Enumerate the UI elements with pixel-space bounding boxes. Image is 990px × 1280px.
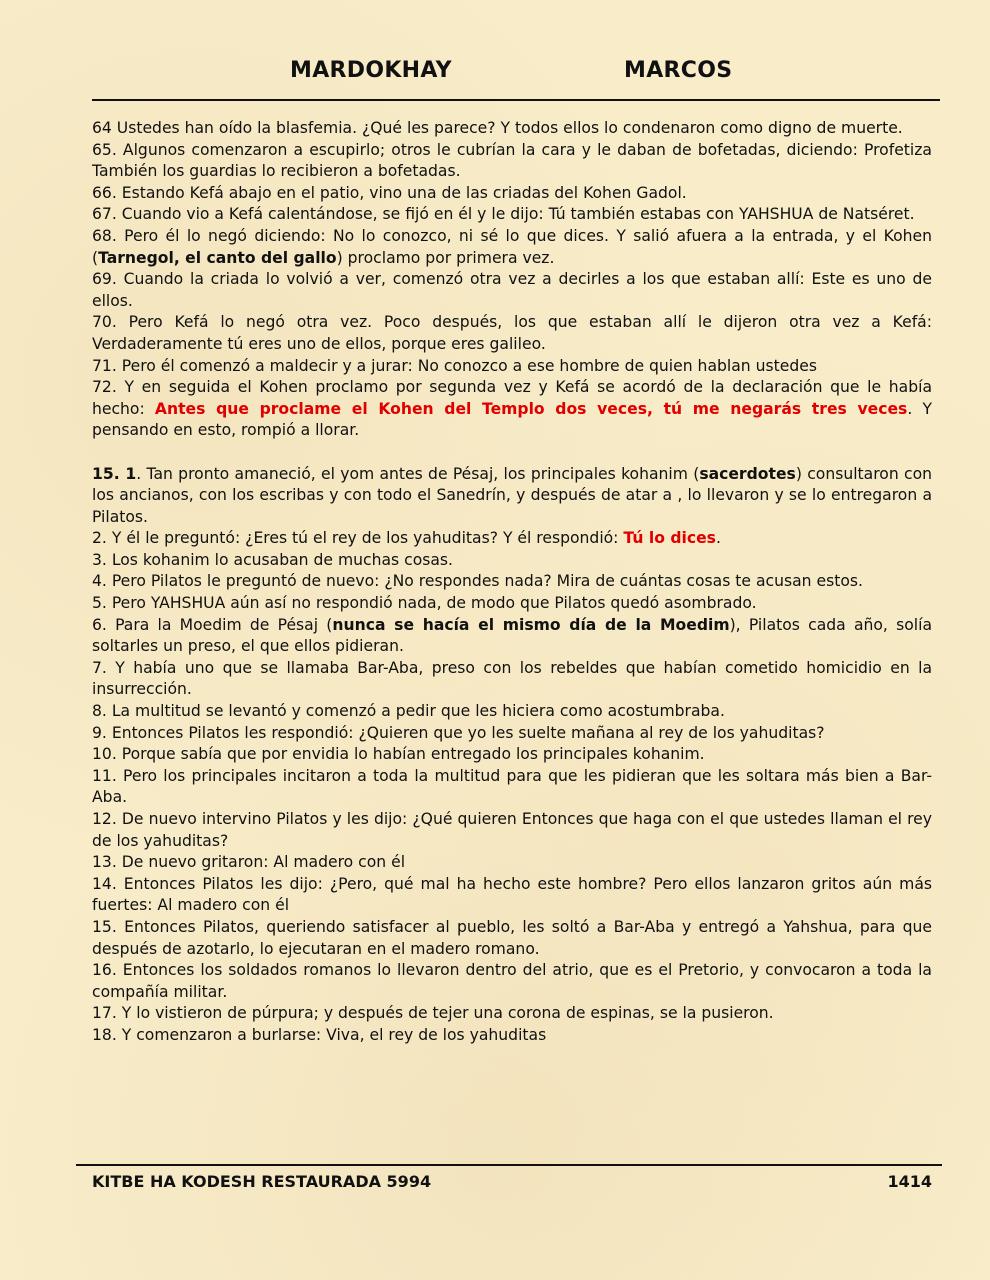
verse-15-13: 13. De nuevo gritaron: Al madero con él	[92, 853, 406, 872]
verse-15-17: 17. Y lo vistieron de púrpura; y después de tejer una corona de espinas, se la pusieron.	[92, 1004, 774, 1023]
page-body	[92, 118, 932, 1047]
verse-72: 72. Y en seguida el Kohen proclamo por segunda vez y Kefá se acordó de la declaración que le había hecho: Antes que proclame el Kohen del Templo dos veces, tú me negarás tres veces. Y pensando en esto, rompió a llorar.	[92, 378, 932, 440]
header-left-title: MARDOKHAY	[290, 58, 452, 83]
verse-15-10: 10. Porque sabía que por envidia lo habían entregado los principales kohanim.	[92, 745, 705, 764]
verse-67: 67. Cuando vio a Kefá calentándose, se fijó en él y le dijo: Tú también estabas con YAHSHUA de Natséret.	[92, 205, 915, 224]
verse-70: 70. Pero Kefá lo negó otra vez. Poco después, los que estaban allí le dijeron otra vez a Kefá: Verdaderamente tú eres uno de ellos, porque eres galileo.	[92, 313, 932, 353]
verse-15-6-bold: nunca se hacía el mismo día de la Moedim	[332, 615, 730, 634]
verse-15-9: 9. Entonces Pilatos les respondió: ¿Quieren que yo les suelte mañana al rey de los yahuditas?	[92, 723, 825, 742]
chapter-verse-lead: 15. 1	[92, 464, 137, 483]
verse-15-15: 15. Entonces Pilatos, queriendo satisfacer al pueblo, les soltó a Bar-Aba y entregó a Yahshua, para que después de azotarlo, lo ejecutaran en el madero romano.	[92, 917, 932, 958]
footer-rule	[76, 1164, 942, 1166]
header-right-title: MARCOS	[624, 58, 733, 83]
verse-15-1: 15. 1. Tan pronto amaneció, el yom antes de Pésaj, los principales kohanim (sacerdotes) consultaron con los ancianos, con los escribas y con todo el Sanedrín, y después de atar a , lo llevaron y se lo entregaron a Pilatos.	[92, 464, 933, 526]
header-rule	[92, 99, 940, 101]
verse-15-7: 7. Y había uno que se llamaba Bar-Aba, preso con los rebeldes que habían cometido homicidio en la insurrección.	[92, 658, 932, 699]
verse-71: 71. Pero él comenzó a maldecir y a jurar: No conozco a ese hombre de quien hablan ustedes	[92, 356, 817, 375]
verse-15-1-bold: sacerdotes	[699, 464, 796, 483]
verse-15-3: 3. Los kohanim lo acusaban de muchas cosas.	[92, 550, 453, 569]
paragraph-spacer	[92, 442, 932, 464]
verse-64: 64 Ustedes han oído la blasfemia. ¿Qué les parece? Y todos ellos lo condenaron como digno de muerte.	[92, 119, 903, 137]
verse-72-red-quote: Antes que proclame el Kohen del Templo dos veces, tú me negarás tres veces	[154, 399, 908, 418]
verse-69: 69. Cuando la criada lo volvió a ver, comenzó otra vez a decirles a los que estaban allí: Este es uno de ellos.	[92, 270, 932, 310]
verse-15-14: 14. Entonces Pilatos les dijo: ¿Pero, qué mal ha hecho este hombre? Pero ellos lanzaron gritos aún más fuertes: Al madero con él	[92, 874, 932, 915]
footer-book-title: KITBE HA KODESH RESTAURADA 5994	[92, 1172, 432, 1191]
verse-15-4: 4. Pero Pilatos le preguntó de nuevo: ¿No respondes nada? Mira de cuántas cosas te acusan estos.	[92, 572, 863, 591]
running-header	[0, 58, 990, 88]
verse-15-18: 18. Y comenzaron a burlarse: Viva, el rey de los yahuditas	[92, 1025, 547, 1044]
verse-15-12: 12. De nuevo intervino Pilatos y les dijo: ¿Qué quieren Entonces que haga con el que ustedes llaman el rey de los yahuditas?	[92, 810, 932, 850]
verse-66: 66. Estando Kefá abajo en el patio, vino una de las criadas del Kohen Gadol.	[92, 183, 687, 202]
verse-15-11: 11. Pero los principales incitaron a toda la multitud para que les pidieran que les soltara más bien a Bar-Aba.	[92, 766, 932, 807]
verse-15-6: 6. Para la Moedim de Pésaj (nunca se hacía el mismo día de la Moedim), Pilatos cada año, solía soltarles un preso, el que ellos pidieran.	[92, 615, 932, 656]
verse-65: 65. Algunos comenzaron a escupirlo; otros le cubrían la cara y le daban de bofetadas, diciendo: Profetiza También los guardias lo recibieron a bofetadas.	[92, 140, 932, 181]
page-number: 1414	[887, 1172, 932, 1191]
verse-15-2-red-quote: Tú lo dices	[623, 529, 716, 548]
verse-68-bold: Tarnegol, el canto del gallo	[98, 248, 337, 267]
verse-15-16: 16. Entonces los soldados romanos lo llevaron dentro del atrio, que es el Pretorio, y convocaron a toda la compañía militar.	[92, 961, 932, 1001]
verse-15-2: 2. Y él le preguntó: ¿Eres tú el rey de los yahuditas? Y él respondió: Tú lo dices.	[92, 529, 721, 548]
verse-15-8: 8. La multitud se levantó y comenzó a pedir que les hiciera como acostumbraba.	[92, 702, 725, 721]
verse-15-5: 5. Pero YAHSHUA aún así no respondió nada, de modo que Pilatos quedó asombrado.	[92, 594, 757, 613]
verse-68: 68. Pero él lo negó diciendo: No lo conozco, ni sé lo que dices. Y salió afuera a la entrada, y el Kohen (Tarnegol, el canto del gallo) proclamo por primera vez.	[92, 226, 932, 267]
